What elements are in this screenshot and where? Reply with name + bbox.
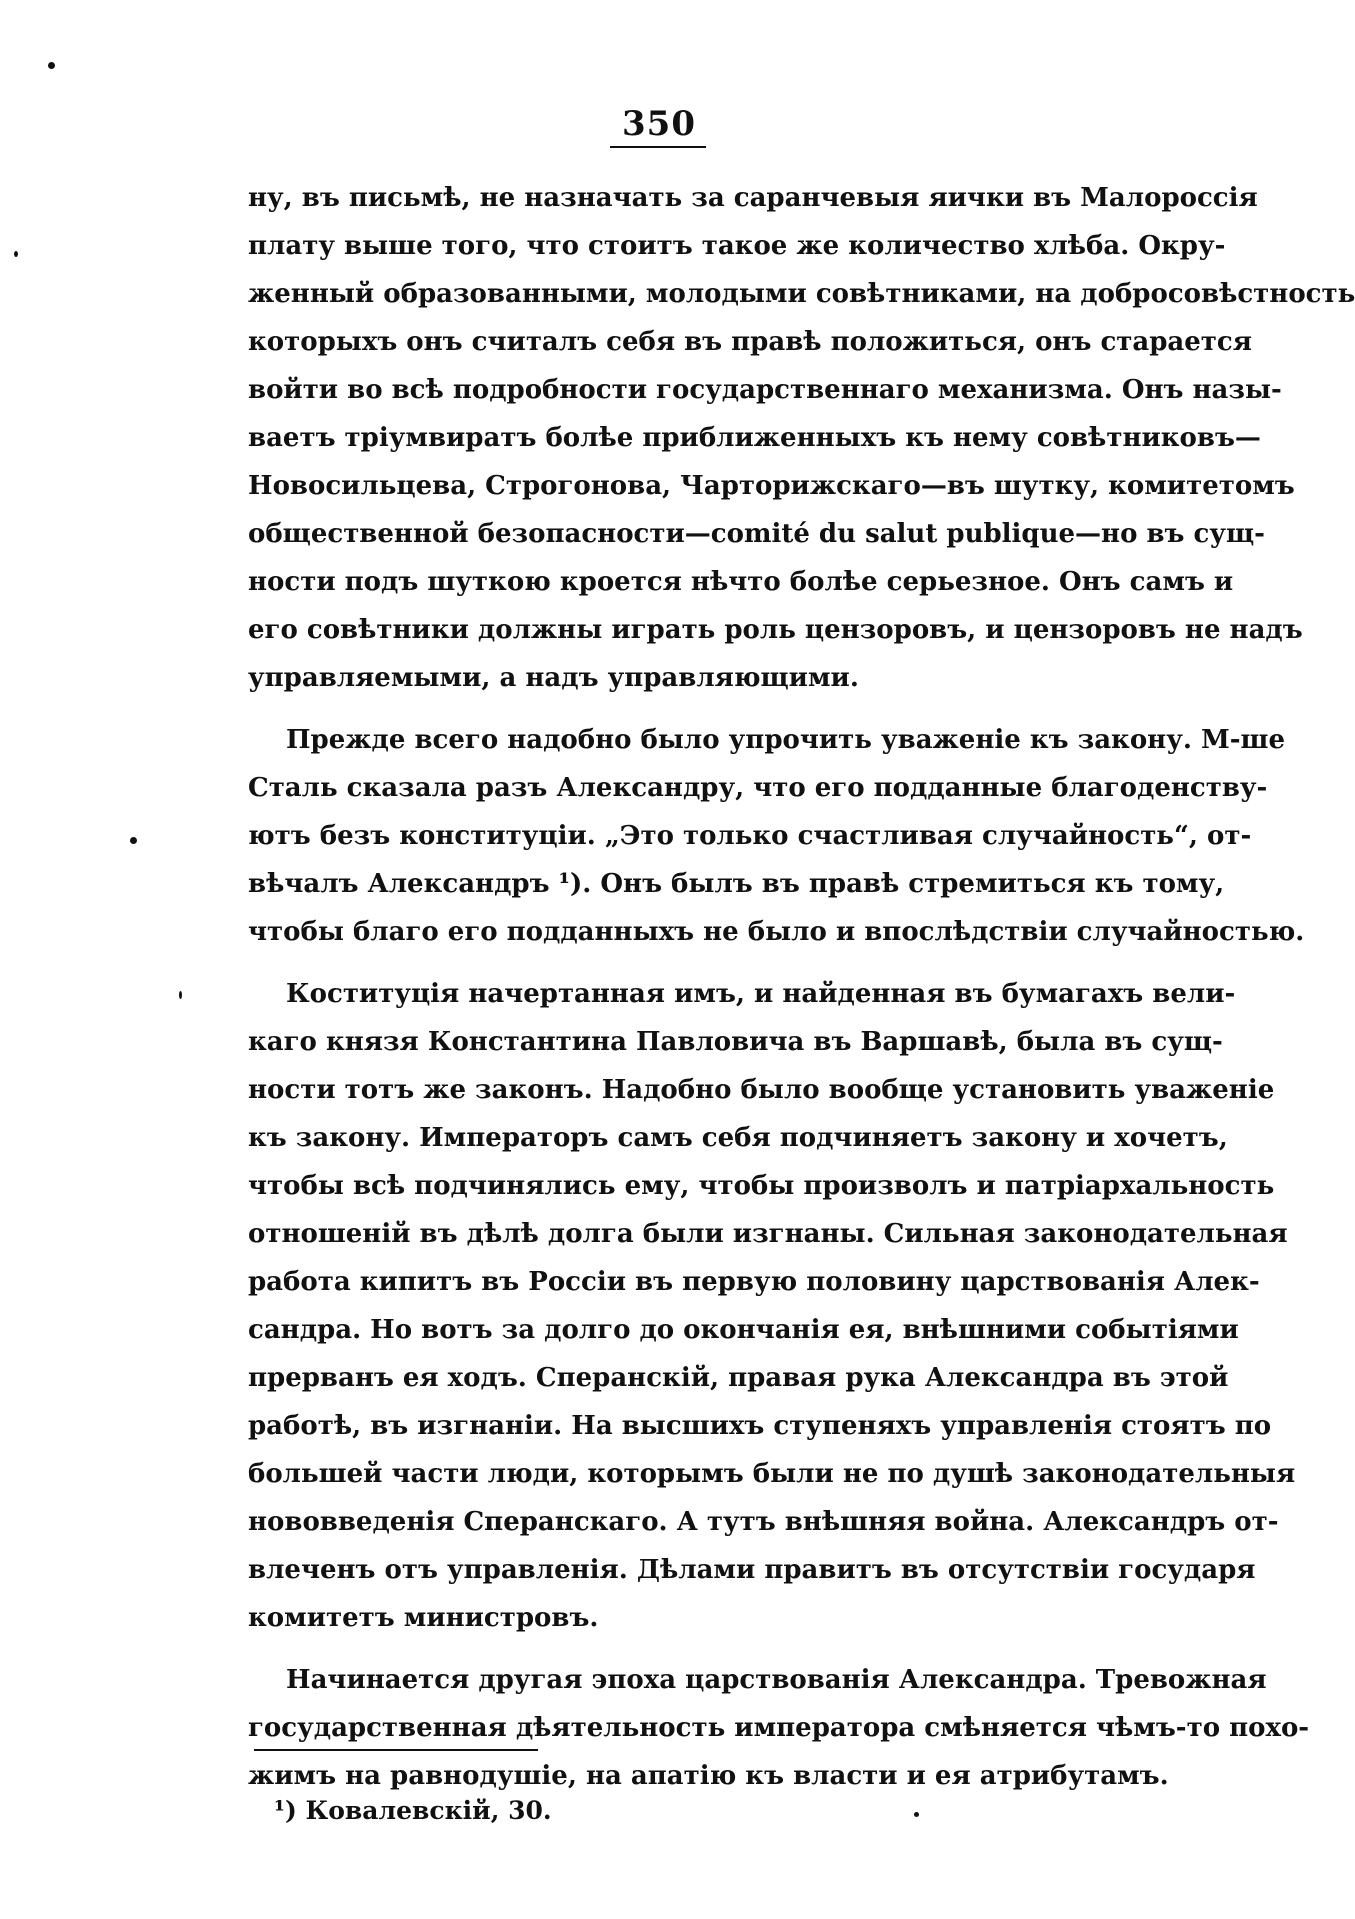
- scan-speck: [179, 991, 182, 999]
- scan-speck: [914, 1812, 919, 1817]
- text-line: прерванъ ея ходъ. Сперанскій, правая рука Александра въ этой: [248, 1363, 1229, 1393]
- text-line: сандра. Но вотъ за долго до окончанія ея, внѣшними событіями: [248, 1315, 1239, 1345]
- text-line: комитетъ министровъ.: [248, 1603, 599, 1633]
- page-number-underline: [610, 146, 706, 148]
- text-line: влеченъ отъ управленія. Дѣлами правитъ въ отсутствіи государя: [248, 1555, 1256, 1585]
- text-line: Сталь сказала разъ Александру, что его подданные благоденству-: [248, 773, 1268, 803]
- text-line: работѣ, въ изгнаніи. На высшихъ ступеняхъ управленія стоятъ по: [248, 1411, 1272, 1441]
- text-line: чтобы благо его подданныхъ не было и впослѣдствіи случайностью.: [248, 917, 1305, 947]
- text-line: большей части люди, которымъ были не по душѣ законодательныя: [248, 1459, 1296, 1489]
- footnote-marker: ¹): [274, 1796, 297, 1825]
- text-line: ваетъ тріумвиратъ болѣе приближенныхъ къ нему совѣтниковъ—: [248, 423, 1261, 453]
- text-line: каго князя Константина Павловича въ Варшавѣ, была въ сущ-: [248, 1027, 1223, 1057]
- paragraph-continued: [248, 1704, 1310, 1800]
- text-line: управляемыми, а надъ управляющими.: [248, 663, 859, 693]
- text-line: Начинается другая эпоха царствованія Александра. Тревожная: [286, 1665, 1267, 1695]
- footnote: [274, 1796, 552, 1825]
- text-line: плату выше того, что стоитъ такое же количество хлѣба. Окру-: [248, 231, 1226, 261]
- text-line: женный образованными, молодыми совѣтниками, на добросовѣстность: [248, 279, 1355, 309]
- text-line: чтобы всѣ подчинялись ему, чтобы произволъ и патріархальность: [248, 1171, 1275, 1201]
- paragraph: [248, 174, 1355, 702]
- scan-speck: [130, 837, 137, 844]
- text-line: общественной безопасности—comité du salut publique—но въ сущ-: [248, 519, 1265, 549]
- text-line: вѣчалъ Александръ ¹). Онъ былъ въ правѣ стремиться къ тому,: [248, 869, 1225, 899]
- paragraph-continued: [248, 1018, 1296, 1642]
- text-line: ности подъ шуткою кроется нѣчто болѣе серьезное. Онъ самъ и: [248, 567, 1234, 597]
- text-line: его совѣтники должны играть роль цензоровъ, и цензоровъ не надъ: [248, 615, 1303, 645]
- footnote-text: Ковалевскій, 30.: [305, 1796, 552, 1825]
- text-line: Коституція начертанная имъ, и найденная въ бумагахъ вели-: [286, 979, 1236, 1009]
- body-text: [248, 174, 1355, 1800]
- text-line: ютъ безъ конституціи. „Это только счастливая случайность“, от-: [248, 821, 1252, 851]
- footnote-separator: [254, 1749, 538, 1751]
- text-line: государственная дѣятельность императора смѣняется чѣмъ-то похо-: [248, 1713, 1310, 1743]
- paragraph: [248, 970, 1236, 1018]
- text-line: къ закону. Императоръ самъ себя подчиняетъ закону и хочетъ,: [248, 1123, 1228, 1153]
- text-line: нововведенія Сперанскаго. А тутъ внѣшняя война. Александръ от-: [248, 1507, 1279, 1537]
- paragraph: [248, 1656, 1267, 1704]
- text-line: Новосильцева, Строгонова, Чарторижскаго—въ шутку, комитетомъ: [248, 471, 1295, 501]
- text-line: работа кипитъ въ Россіи въ первую половину царствованія Алек-: [248, 1267, 1260, 1297]
- text-line: ну, въ письмѣ, не назначать за саранчевыя яички въ Малороссія: [248, 183, 1258, 213]
- scan-speck: [14, 251, 18, 257]
- text-line: Прежде всего надобно было упрочить уваженіе къ закону. M-ше: [286, 725, 1285, 755]
- text-line: отношеній въ дѣлѣ долга были изгнаны. Сильная законодательная: [248, 1219, 1288, 1249]
- text-line: войти во всѣ подробности государственнаго механизма. Онъ назы-: [248, 375, 1282, 405]
- text-line: жимъ на равнодушіе, на апатію къ власти и ея атрибутамъ.: [248, 1761, 1169, 1791]
- page-number: 350: [622, 104, 696, 144]
- paragraph-continued: [248, 764, 1305, 956]
- scan-speck: [48, 62, 55, 69]
- text-line: ности тотъ же законъ. Надобно было вообще установить уваженіе: [248, 1075, 1275, 1105]
- text-line: которыхъ онъ считалъ себя въ правѣ положиться, онъ старается: [248, 327, 1252, 357]
- paragraph: [248, 716, 1285, 764]
